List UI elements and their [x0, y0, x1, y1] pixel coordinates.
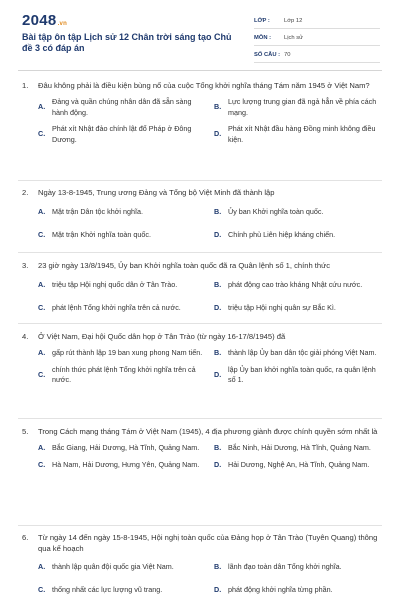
- question-6: [22, 532, 378, 595]
- meta-class-row: LỚP : Lớp 12: [254, 14, 380, 29]
- question-divider: [18, 418, 382, 419]
- meta-class-value: Lớp 12: [284, 18, 303, 24]
- option-d[interactable]: D. triệu tập Hội nghị quân sự Bắc Kì.: [214, 302, 336, 312]
- meta-count-value: 70: [284, 52, 291, 58]
- option-b[interactable]: B. thành lập Ủy ban dân tộc giải phóng Việt Nam.: [214, 348, 377, 357]
- option-c[interactable]: C. Hà Nam, Hải Dương, Hưng Yên, Quảng Nam.: [38, 459, 200, 469]
- option-d[interactable]: D. phát động khởi nghĩa từng phần.: [214, 584, 333, 594]
- option-b[interactable]: B. phát động cao trào kháng Nhật cứu nước.: [214, 280, 363, 289]
- option-b[interactable]: B. Bắc Ninh, Hải Dương, Hà Tĩnh, Quảng Nam.: [214, 443, 371, 452]
- option-c[interactable]: C. phát lệnh Tổng khởi nghĩa trên cả nước.: [38, 302, 181, 312]
- option-c[interactable]: C. thống nhất các lực lượng vũ trang.: [38, 584, 163, 594]
- option-a[interactable]: A. gấp rút thành lập 19 ban xung phong Nam tiến.: [38, 348, 203, 357]
- option-b[interactable]: B. Ủy ban Khởi nghĩa toàn quốc.: [214, 207, 324, 216]
- option-d[interactable]: D. Chính phủ Liên hiệp kháng chiến.: [214, 229, 336, 239]
- question-text: Trong Cách mạng tháng Tám ở Việt Nam (1945), 4 địa phương giành được chính quyền sớm nhất là: [38, 427, 378, 436]
- question-number: 4.: [22, 332, 29, 341]
- question-divider: [18, 323, 382, 324]
- option-a[interactable]: A. Bắc Giang, Hải Dương, Hà Tĩnh, Quảng Nam.: [38, 443, 200, 452]
- question-text: Từ ngày 14 đến ngày 15-8-1945, Hội nghị toàn quốc của Đảng họp ở Tân Trào (Tuyên Quang) thông qua kế hoạch: [38, 533, 378, 553]
- option-c[interactable]: C. chính thức phát lệnh Tổng khởi nghĩa trên cả nước.: [38, 364, 196, 384]
- option-a[interactable]: A. thành lập quân đội quốc gia Việt Nam.: [38, 562, 174, 571]
- question-4: [22, 331, 378, 386]
- question-divider: [18, 180, 382, 181]
- option-d[interactable]: D. Hải Dương, Nghệ An, Hà Tĩnh, Quảng Nam.: [214, 459, 370, 469]
- meta-count-row: SỐ CÂU : 70: [254, 48, 380, 63]
- document-title: Bài tập ôn tập Lịch sử 12 Chân trời sáng tạo Chủ đề 3 có đáp án: [22, 32, 232, 53]
- question-text: Đâu không phải là điều kiện bùng nổ của cuộc Tổng khởi nghĩa tháng Tám năm 1945 ở Việt Nam?: [38, 81, 370, 90]
- question-number: 1.: [22, 81, 29, 90]
- question-divider: [18, 525, 382, 526]
- option-b[interactable]: B. lãnh đạo toàn dân Tổng khởi nghĩa.: [214, 562, 342, 571]
- meta-subject-row: MÔN : Lịch sử: [254, 31, 380, 46]
- option-a[interactable]: A. triệu tập Hội nghị quốc dân ở Tân Trào.: [38, 280, 178, 289]
- question-number: 5.: [22, 427, 29, 436]
- question-text: Ngày 13-8-1945, Trung ương Đảng và Tổng bộ Việt Minh đã thành lập: [38, 188, 275, 197]
- question-number: 6.: [22, 533, 29, 542]
- question-3: [22, 260, 378, 313]
- question-divider: [18, 252, 382, 253]
- question-5: [22, 426, 378, 470]
- option-b[interactable]: B. Lực lượng trung gian đã ngả hẳn về phía cách mạng.: [214, 97, 377, 117]
- option-c[interactable]: C. Phát xít Nhật đảo chính lật đổ Pháp ở Đông Dương.: [38, 124, 192, 144]
- option-c[interactable]: C. Mặt trận Khởi nghĩa toàn quốc.: [38, 229, 152, 239]
- question-number: 3.: [22, 261, 29, 270]
- question-1: [22, 80, 378, 145]
- option-d[interactable]: D. lập Ủy ban khởi nghĩa toàn quốc, ra quân lệnh số 1.: [214, 364, 376, 384]
- option-a[interactable]: A. Đảng và quần chúng nhân dân đã sẵn sàng hành động.: [38, 97, 192, 117]
- meta-subject-value: Lịch sử: [284, 35, 304, 41]
- question-2: [22, 187, 378, 240]
- document-meta: [254, 14, 380, 65]
- question-number: 2.: [22, 188, 29, 197]
- header-divider: [18, 70, 382, 71]
- option-a[interactable]: A. Mặt trận Dân tộc khởi nghĩa.: [38, 207, 144, 216]
- site-logo[interactable]: 2048.vn: [22, 12, 68, 29]
- question-text: 23 giờ ngày 13/8/1945, Ủy ban Khởi nghĩa toàn quốc đã ra Quân lệnh số 1, chính thức: [38, 261, 330, 270]
- option-d[interactable]: D. Phát xít Nhật đầu hàng Đồng minh không điều kiện.: [214, 124, 376, 144]
- question-text: Ở Việt Nam, Đại hội Quốc dân họp ở Tân Trào (từ ngày 16-17/8/1945) đã: [38, 332, 286, 341]
